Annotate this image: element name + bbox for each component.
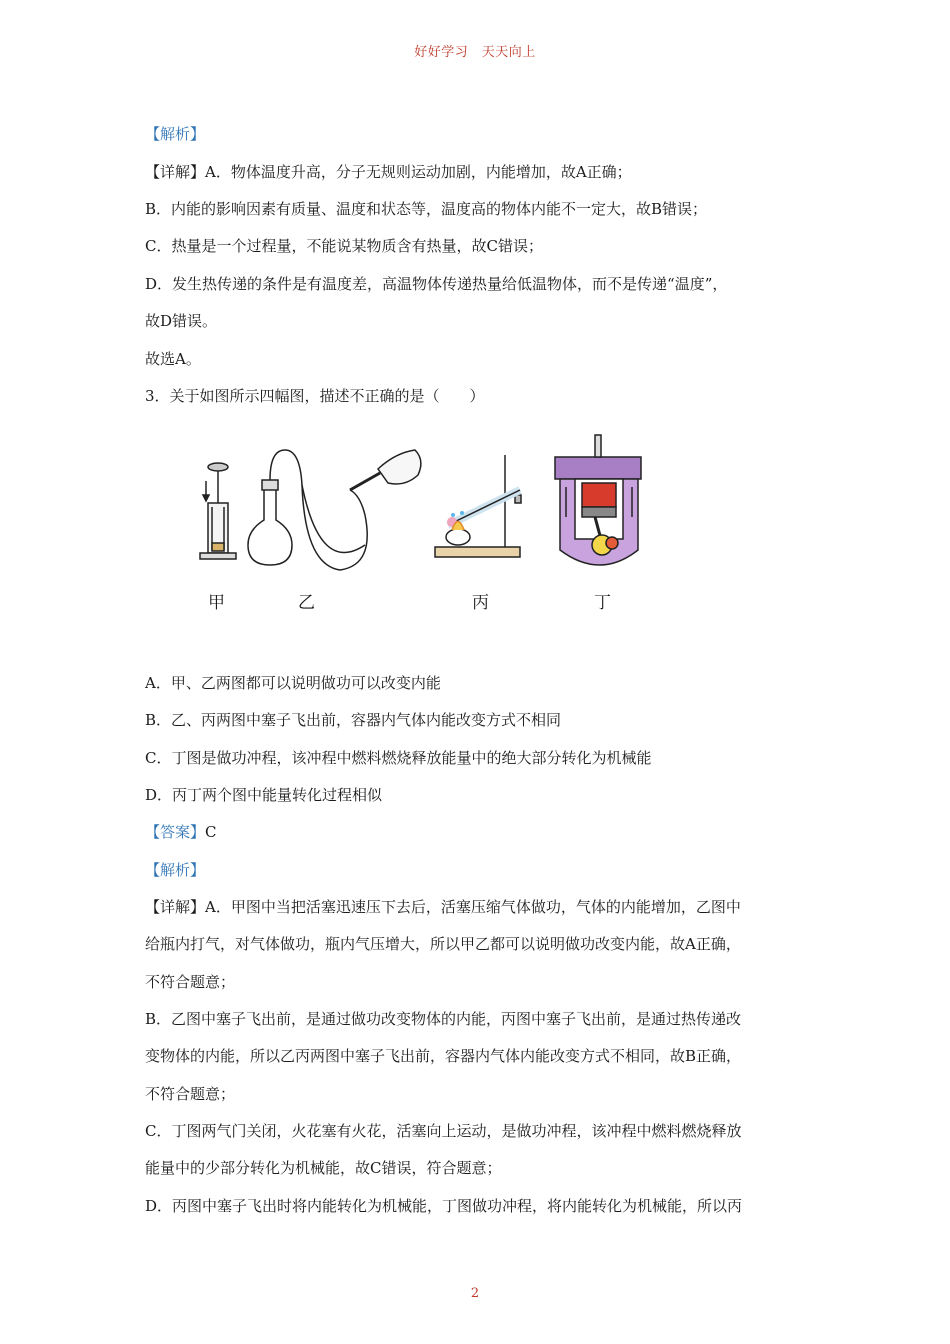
page-number: 2 <box>470 1286 480 1301</box>
figure-label-yi: 乙 <box>298 593 315 613</box>
figure-label-jia: 甲 <box>208 593 225 613</box>
detail-line-d1: D．发生热传递的条件是有温度差，高温物体传递热量给低温物体，而不是传递“温度”， <box>145 275 728 293</box>
figure-bing-testtube <box>435 455 521 557</box>
option-c: C．丁图是做功冲程，该冲程中燃料燃烧释放能量中的绝大部分转化为机械能 <box>145 749 652 767</box>
explain-line-1 <box>145 897 741 917</box>
answer-tag: 【答案】 <box>145 823 206 841</box>
option-a: A．甲、乙两图都可以说明做功可以改变内能 <box>145 674 441 692</box>
detail-line-d2: 故D错误。 <box>145 312 218 330</box>
analysis-tag-2: 【解析】 <box>145 861 206 879</box>
detail-prefix-2: 【详解】 <box>145 898 206 916</box>
option-d: D．丙丁两个图中能量转化过程相似 <box>145 786 383 804</box>
detail-text: A．物体温度升高，分子无规则运动加剧，内能增加，故A正确； <box>205 163 632 181</box>
analysis-tag: 【解析】 <box>145 125 206 143</box>
explain-line-8: 能量中的少部分转化为机械能，故C错误，符合题意； <box>145 1159 502 1177</box>
explain-line-9: D．丙图中塞子飞出时将内能转化为机械能，丁图做功冲程，将内能转化为机械能，所以丙 <box>145 1197 743 1215</box>
figure-ding-engine <box>555 435 641 565</box>
answer-value: C <box>205 823 217 841</box>
explain-line-2: 给瓶内打气，对气体做功，瓶内气压增大，所以甲乙都可以说明做功改变内能，故A正确， <box>145 935 741 953</box>
explain-text-1: A．甲图中当把活塞迅速压下去后，活塞压缩气体做功，气体的内能增加，乙图中 <box>205 898 741 916</box>
detail-line-a <box>145 162 632 182</box>
detail-line-b: B．内能的影响因素有质量、温度和状态等，温度高的物体内能不一定大，故B错误； <box>145 200 708 218</box>
physics-figure <box>190 425 660 620</box>
explain-line-5: 变物体的内能，所以乙丙两图中塞子飞出前，容器内气体内能改变方式不相同，故B正确， <box>145 1047 742 1065</box>
question-stem: 3．关于如图所示四幅图，描述不正确的是（ ） <box>145 387 485 405</box>
explain-line-6: 不符合题意； <box>145 1085 236 1103</box>
figure-label-bing: 丙 <box>472 593 489 613</box>
page-header: 好好学习 天天向上 <box>414 45 536 60</box>
figure-label-ding: 丁 <box>594 593 611 613</box>
choice-line: 故选A。 <box>145 350 201 368</box>
detail-prefix: 【详解】 <box>145 163 206 181</box>
figure-yi-flask <box>248 450 421 570</box>
explain-line-3: 不符合题意； <box>145 973 236 991</box>
figure-jia-pump <box>200 463 236 559</box>
explain-line-4: B．乙图中塞子飞出前，是通过做功改变物体的内能，丙图中塞子飞出前，是通过热传递改 <box>145 1010 742 1028</box>
detail-line-c: C．热量是一个过程量，不能说某物质含有热量，故C错误； <box>145 237 543 255</box>
explain-line-7: C．丁图两气门关闭，火花塞有火花，活塞向上运动，是做功冲程，该冲程中燃料燃烧释放 <box>145 1122 742 1140</box>
option-b: B．乙、丙两图中塞子飞出前，容器内气体内能改变方式不相同 <box>145 711 562 729</box>
answer-line <box>145 822 217 842</box>
